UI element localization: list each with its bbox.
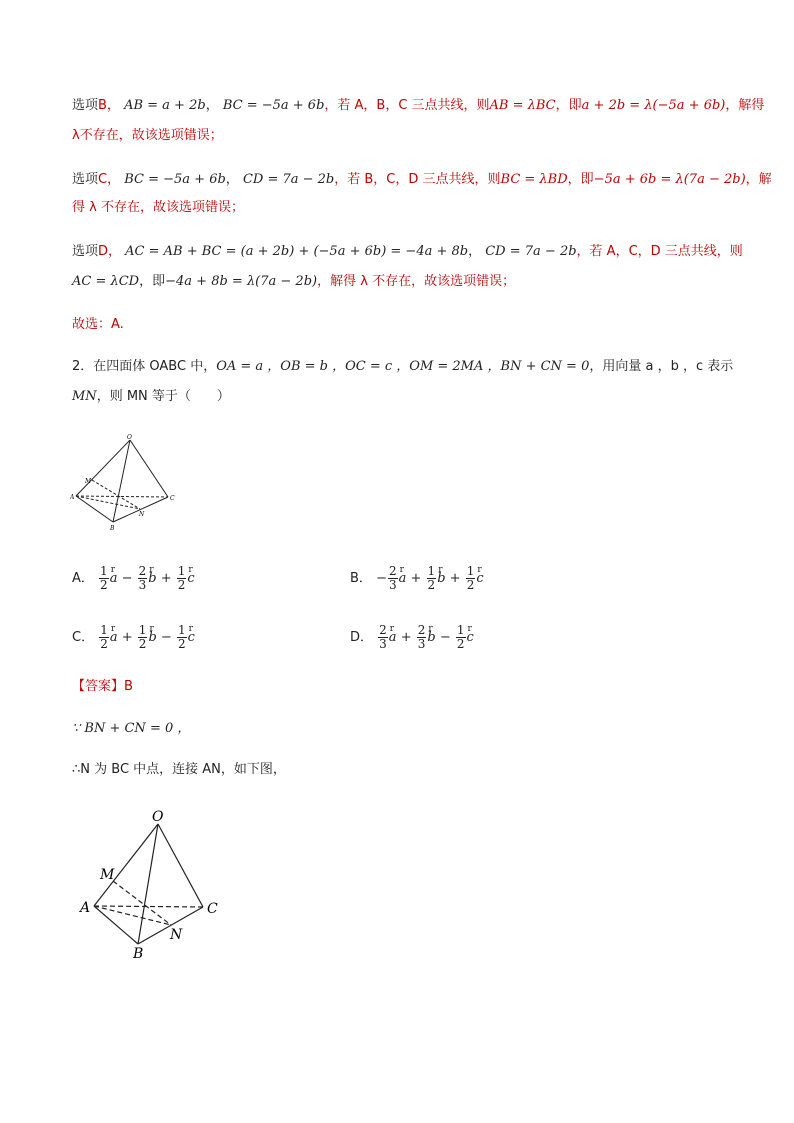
option-c-eq2: CD = 7a − 2b [242,172,335,187]
option-c-eq4: −5a + 6b = λ(7a − 2b) [593,172,746,187]
option-d-line1: 选项D， AC = AB + BC = (a + 2b) + (−5a + 6b) = −4a + 8b， CD = 7a − 2b，若 A，C，D 三点共线，则 [72,244,743,259]
small-label-n: N [139,511,145,518]
option-b-end: ，解得 [725,98,765,113]
small-label-a: A [70,494,75,501]
solution-line2: ∴N 为 BC 中点，连接 AN，如下图， [72,762,286,777]
option-b-cond: ，若 A，B，C 三点共线，则 [324,98,490,113]
large-label-c: C [207,901,218,917]
option-d-eq2: CD = 7a − 2b [485,244,577,259]
option-c-end: ，解 [745,172,772,187]
large-label-n: N [170,927,183,943]
option-c-line2: 得 λ 不存在，故该选项错误； [72,200,244,215]
choice-b-label: B． [350,571,372,586]
q2-stem4: ，则 MN 等于（ ） [96,389,230,404]
small-label-b: B [110,525,115,532]
small-label-m: M [85,478,92,485]
option-b-prefix: 选项 [72,98,99,113]
q2-stem3: MN [72,389,97,404]
large-label-b: B [133,946,144,962]
large-label-a: A [80,900,91,916]
option-d-line2 [72,272,515,292]
answer-q1: 故选：A. [72,317,124,332]
answer-value: B [124,679,133,694]
option-b-line1: 选项B， AB = a + 2b， BC = −5a + 6b，若 A，B，C 三点共线，则AB = λBC，即a + 2b = λ(−5a + 6b)，解得 [72,98,765,113]
option-c-prefix: 选项 [72,172,99,187]
option-d-eq1: AC = AB + BC = (a + 2b) + (−5a + 6b) = −4a + 8b [125,244,469,259]
choice-d[interactable]: D． $\frac{2}{3}$ r a + $\frac{2}{3}$ r b − $\frac{1}{2}$ r c [350,624,474,651]
small-label-c: C [170,495,175,502]
option-b-eq1: AB = a + 2b [124,98,206,113]
option-b-eq4: a + 2b = λ(−5a + 6b) [581,98,726,113]
large-label-o: O [152,809,164,825]
option-d-cond: ，若 A，C，D 三点共线，则 [576,244,743,259]
q2-stem2: ，用向量 a ，b ，c 表示 [589,359,734,374]
option-b-mid: ，即 [555,98,582,113]
option-c-eq3: BC = λBD [500,172,568,187]
question-2-line2 [72,387,230,407]
option-b-eq2: BC = −5a + 6b [222,98,325,113]
question-2-line1 [72,357,733,377]
option-b-letter: B， [98,98,120,113]
option-b-eq3: AB = λBC [489,98,556,113]
option-d-eq3: AC = λCD [72,274,140,289]
option-b-line2: λ不存在，故该选项错误； [72,128,223,143]
choice-c-label: C． [72,630,95,645]
choice-d-label: D． [350,630,374,645]
small-label-o: O [127,434,132,441]
q2-vectors: OA = a ，OB = b ，OC = c ，OM = 2MA ，BN + CN = 0 [216,359,590,374]
option-d-mid: ，即 [139,274,166,289]
option-d-letter: D， [98,244,122,259]
q2-stem1: 2．在四面体 OABC 中， [72,359,217,374]
tetrahedron-small-figure [70,432,180,532]
answer-q2 [72,677,133,697]
choice-b[interactable]: B． − $\frac{2}{3}$ r a + $\frac{1}{2}$ r b + $\frac{1}{2}$ r c [350,565,484,592]
option-d-eq4: −4a + 8b = λ(7a − 2b) [165,274,318,289]
option-c-letter: C， [98,172,121,187]
option-d-prefix: 选项 [72,244,99,259]
answer-tag: 【答案】 [72,679,125,694]
option-c-eq1: BC = −5a + 6b [124,172,226,187]
choice-a-label: A． [72,571,94,586]
option-c-mid: ，即 [567,172,594,187]
option-d-end: ，解得 λ 不存在，故该选项错误； [317,274,516,289]
tetrahedron-large-figure [76,806,246,966]
large-label-m: M [100,867,115,883]
solution-line1: ∵ BN + CN = 0 ， [72,721,191,736]
option-c-cond: ，若 B，C，D 三点共线，则 [334,172,501,187]
choice-c[interactable]: C． $\frac{1}{2}$ r a + $\frac{1}{2}$ r b − $\frac{1}{2}$ r c [72,624,195,651]
choice-a[interactable]: A． $\frac{1}{2}$ r a − $\frac{2}{3}$ r b + $\frac{1}{2}$ r c [72,565,195,592]
option-c-line1: 选项C， BC = −5a + 6b， CD = 7a − 2b，若 B，C，D 三点共线，则BC = λBD，即−5a + 6b = λ(7a − 2b)，解 [72,172,772,187]
